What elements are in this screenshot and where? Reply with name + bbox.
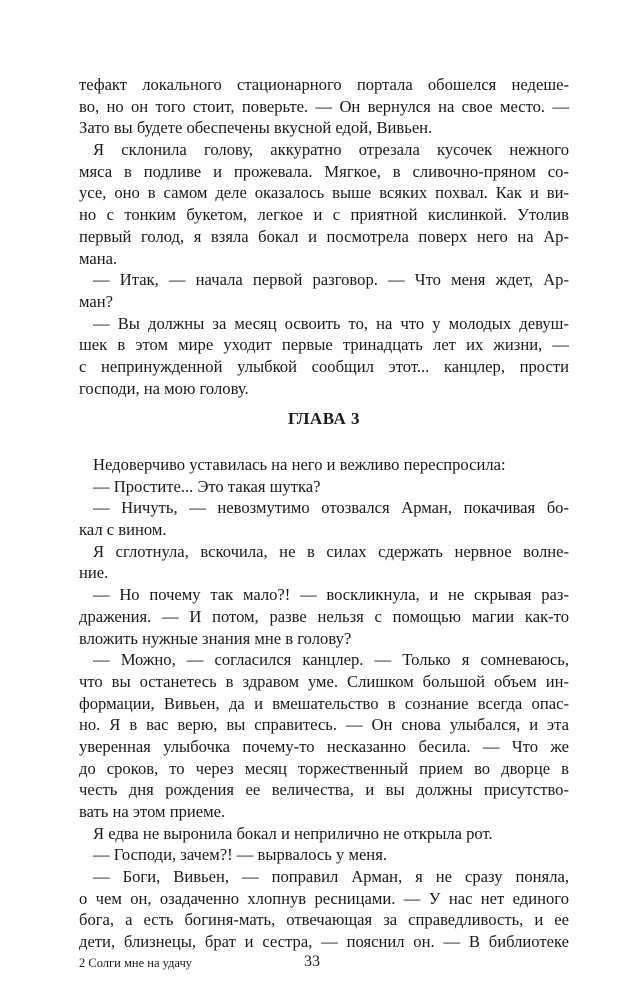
text-line: — Боги, Вивьен, — поправил Арман, я не сразу поняла,: [93, 867, 569, 887]
text-line: — Простите... Это такая шутка?: [93, 476, 321, 496]
text-line: — Итак, — начала первой разговор. — Что меня ждет, Ар-: [93, 270, 569, 290]
text-line: — Ничуть, — невозмутимо отозвался Арман, покачивая бо-: [93, 498, 569, 518]
text-line: — Можно, — согласился канцлер. — Только я сомневаюсь,: [93, 650, 569, 670]
text-line: вать на этом приеме.: [79, 802, 226, 821]
text-line: Зато вы будете обеспечены вкусной едой, Вивьен.: [79, 118, 433, 138]
text-line: Я едва не выронила бокал и неприлично не открыла рот.: [93, 823, 493, 843]
text-line: ние.: [79, 563, 109, 583]
text-line: — Господи, зачем?! — вырвалось у меня.: [93, 845, 387, 865]
text-block-chapter: [79, 454, 569, 953]
text-line: Недоверчиво уставилась на него и вежливо переспросила:: [93, 455, 506, 474]
text-line: что вы останетесь в здравом уме. Слишком большой объем ин-: [79, 671, 569, 691]
text-line: — Но почему так мало?! — воскликнула, и не скрывая раз-: [93, 585, 569, 605]
text-line: с непринужденной улыбкой сообщил этот... канцлер, прости: [79, 356, 569, 376]
text-line: формации, Вивьен, да и вмешательство в сознание всегда опас-: [79, 693, 569, 713]
text-line: мана.: [79, 248, 118, 268]
text-line: — Вы должны за месяц освоить то, на что у молодых девуш-: [93, 313, 569, 333]
text-line: бога, а есть богиня-мать, отвечающая за справедливость, и ее: [79, 910, 569, 930]
text-line: господи, на мою голову.: [79, 378, 249, 398]
text-line: вложить нужные знания мне в голову?: [79, 628, 352, 648]
text-line: ман?: [79, 291, 113, 311]
text-line: но с тонким букетом, легкое и с приятной кислинкой. Утолив: [79, 205, 569, 225]
text-line: до сроков, то через месяц торжественный прием во дворце в: [79, 758, 569, 778]
text-line: мяса в подливе и прожевала. Мягкое, в сливочно-пряном со-: [79, 161, 569, 181]
text-line: дражения. — И потом, разве нельзя с помощью магии как-то: [79, 606, 569, 626]
page-number: 33: [304, 953, 320, 970]
text-line: усе, оно в самом деле оказалось выше всяких похвал. Как и ви-: [79, 183, 569, 203]
signature-mark: 2 Солги мне на удачу: [79, 956, 193, 970]
chapter-heading: ГЛАВА 3: [288, 409, 360, 428]
text-line: уверенная улыбочка почему-то несказанно бесила. — Что же: [79, 736, 569, 756]
text-line: шек в этом мире уходит первые тринадцать лет их жизни, —: [79, 335, 569, 355]
text-line: тефакт локального стационарного портала обошелся недеше-: [79, 75, 569, 94]
text-line: о чем он, озадаченно хлопнув ресницами. — У нас нет единого: [79, 888, 569, 908]
text-line: но. Я в вас верю, вы справитесь. — Он снова улыбался, и эта: [79, 715, 569, 735]
text-line: кал с вином.: [79, 520, 167, 540]
text-line: первый голод, я взяла бокал и посмотрела поверх него на Ар-: [79, 226, 569, 246]
text-block-before-chapter: [79, 74, 569, 399]
text-line: во, но он того стоит, поверьте. — Он вернулся на свое место. —: [79, 96, 569, 116]
text-line: честь дня рождения ее величества, и вы должны присутство-: [79, 780, 569, 800]
text-line: дети, близнецы, брат и сестра, — пояснил он. — В библиотеке: [79, 932, 569, 952]
text-line: Я склонила голову, аккуратно отрезала кусочек нежного: [93, 140, 569, 160]
text-line: Я сглотнула, вскочила, не в силах сдержать нервное волне-: [93, 541, 569, 561]
